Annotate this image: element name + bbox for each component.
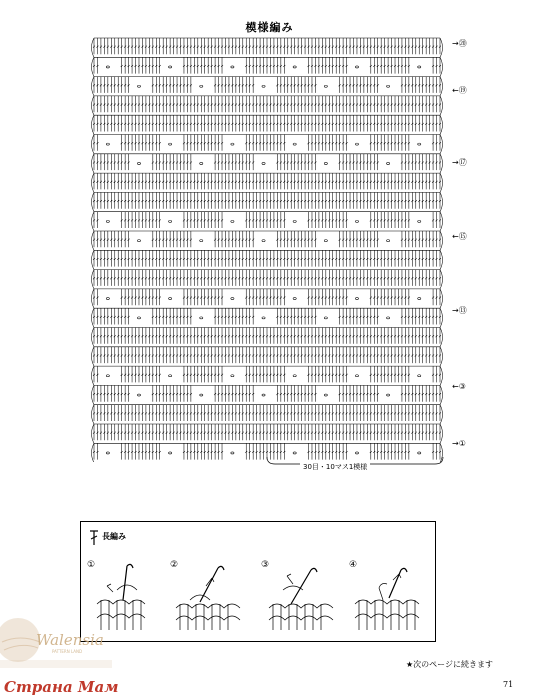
step-number: ③: [261, 560, 270, 570]
watermark-text: Walensia: [36, 631, 104, 649]
row-marker: ←⑮: [452, 232, 467, 241]
page-title: 模様編み: [245, 21, 294, 34]
step-illustration: [170, 560, 250, 635]
stitch-name: 長編み: [102, 532, 126, 541]
continued-note: ★次のページに続きます: [406, 660, 494, 669]
double-crochet-symbol-icon: [88, 528, 100, 546]
row-marker: →①: [452, 439, 466, 448]
crochet-chart: [88, 32, 450, 462]
step-illustration: [349, 560, 429, 635]
yarn-hook-illustration-icon: [349, 560, 429, 635]
row-marker: →⑰: [452, 158, 467, 167]
pattern-repeat-caption: 30目・10マス1模様: [300, 462, 370, 472]
yarn-hook-illustration-icon: [261, 560, 341, 635]
step-number: ④: [349, 560, 358, 570]
walensia-watermark-logo: [0, 612, 112, 672]
page-number: 71: [503, 680, 514, 689]
row-marker: →⑬: [452, 306, 467, 315]
site-brand: Страна Мам: [4, 678, 119, 696]
step-illustration: [261, 560, 341, 635]
step-number: ①: [87, 560, 96, 570]
row-marker: ←③: [452, 382, 466, 391]
yarn-hook-illustration-icon: [170, 560, 250, 635]
row-marker: →⑳: [452, 39, 467, 48]
row-marker: ←⑲: [452, 86, 467, 95]
step-number: ②: [170, 560, 179, 570]
stitch-instruction-box: [80, 521, 436, 642]
svg-text:PATTERN LAND: PATTERN LAND: [52, 649, 83, 654]
